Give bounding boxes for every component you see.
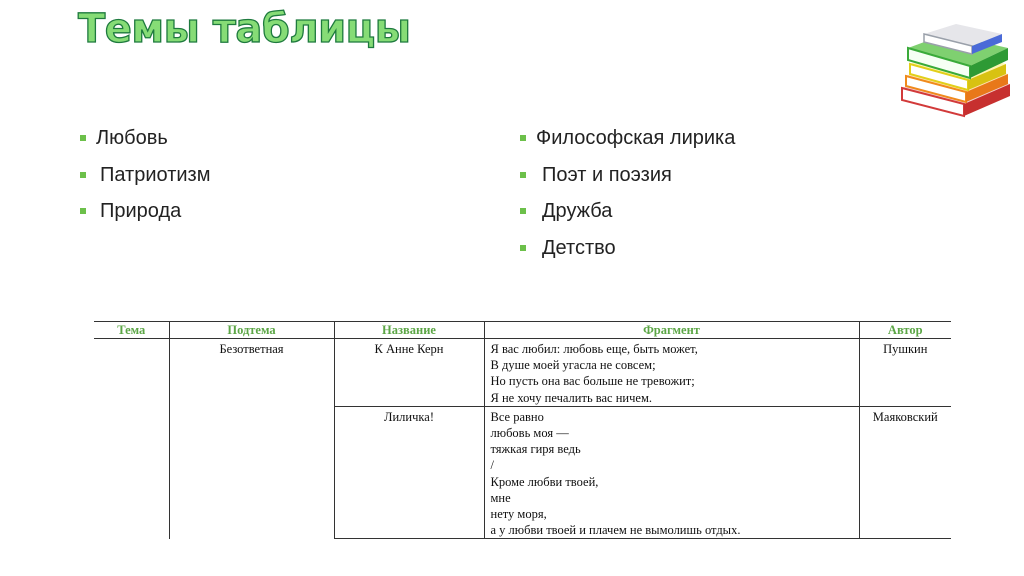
bullet-icon (520, 245, 526, 251)
table-row (94, 339, 951, 407)
table-header-row (94, 322, 951, 339)
header-cell: Автор (859, 322, 951, 339)
author-cell: Пушкин (859, 339, 951, 407)
header-cell: Название (334, 322, 484, 339)
list-item: Патриотизм (80, 157, 210, 194)
fragment-line: Я вас любил: любовь еще, быть может, (490, 342, 698, 356)
tema-cell (94, 339, 169, 539)
slide-title: Темы таблицы (78, 6, 411, 52)
fragment-line: нету моря, (490, 507, 547, 522)
bullet-icon (520, 208, 526, 214)
list-item: Детство (520, 230, 735, 267)
fragment-line: / (490, 458, 494, 473)
fragment-line: тяжкая гиря ведь (490, 442, 581, 457)
subtopic-cell: Безответная (169, 339, 334, 539)
title-cell: Лиличка! (334, 406, 484, 539)
topics-right-list (520, 120, 735, 266)
fragment-line: В душе моей угасла не совсем; (490, 358, 656, 373)
title-cell: К Анне Керн (334, 339, 484, 407)
fragment-line: мне (490, 490, 511, 505)
bullet-icon (80, 172, 86, 178)
themes-table (94, 321, 951, 539)
books-stack-icon (898, 24, 1016, 120)
header-cell: Фрагмент (484, 322, 859, 339)
header-cell: Подтема (169, 322, 334, 339)
header-cell: Тема (94, 322, 169, 339)
fragment-line: любовь моя — (490, 426, 569, 441)
bullet-icon (520, 172, 526, 178)
author-cell: Маяковский (859, 406, 951, 539)
list-item: Философская лирика (520, 120, 735, 157)
bullet-icon (80, 135, 86, 141)
bullet-icon (520, 135, 526, 141)
fragment-cell (484, 339, 859, 407)
fragment-line: Но пусть она вас больше не тревожит; (490, 374, 695, 389)
list-item: Любовь (80, 120, 210, 157)
list-item: Дружба (520, 193, 735, 230)
bullet-icon (80, 208, 86, 214)
list-item: Поэт и поэзия (520, 157, 735, 194)
fragment-line: Я не хочу печалить вас ничем. (490, 390, 652, 405)
fragment-line: Кроме любви твоей, (490, 474, 599, 489)
topics-left-list (80, 120, 210, 230)
fragment-line: Все равно (490, 409, 544, 424)
list-item: Природа (80, 193, 210, 230)
fragment-cell (484, 406, 859, 539)
fragment-line: а у любви твоей и плачем не вымолишь отдых. (490, 523, 741, 538)
